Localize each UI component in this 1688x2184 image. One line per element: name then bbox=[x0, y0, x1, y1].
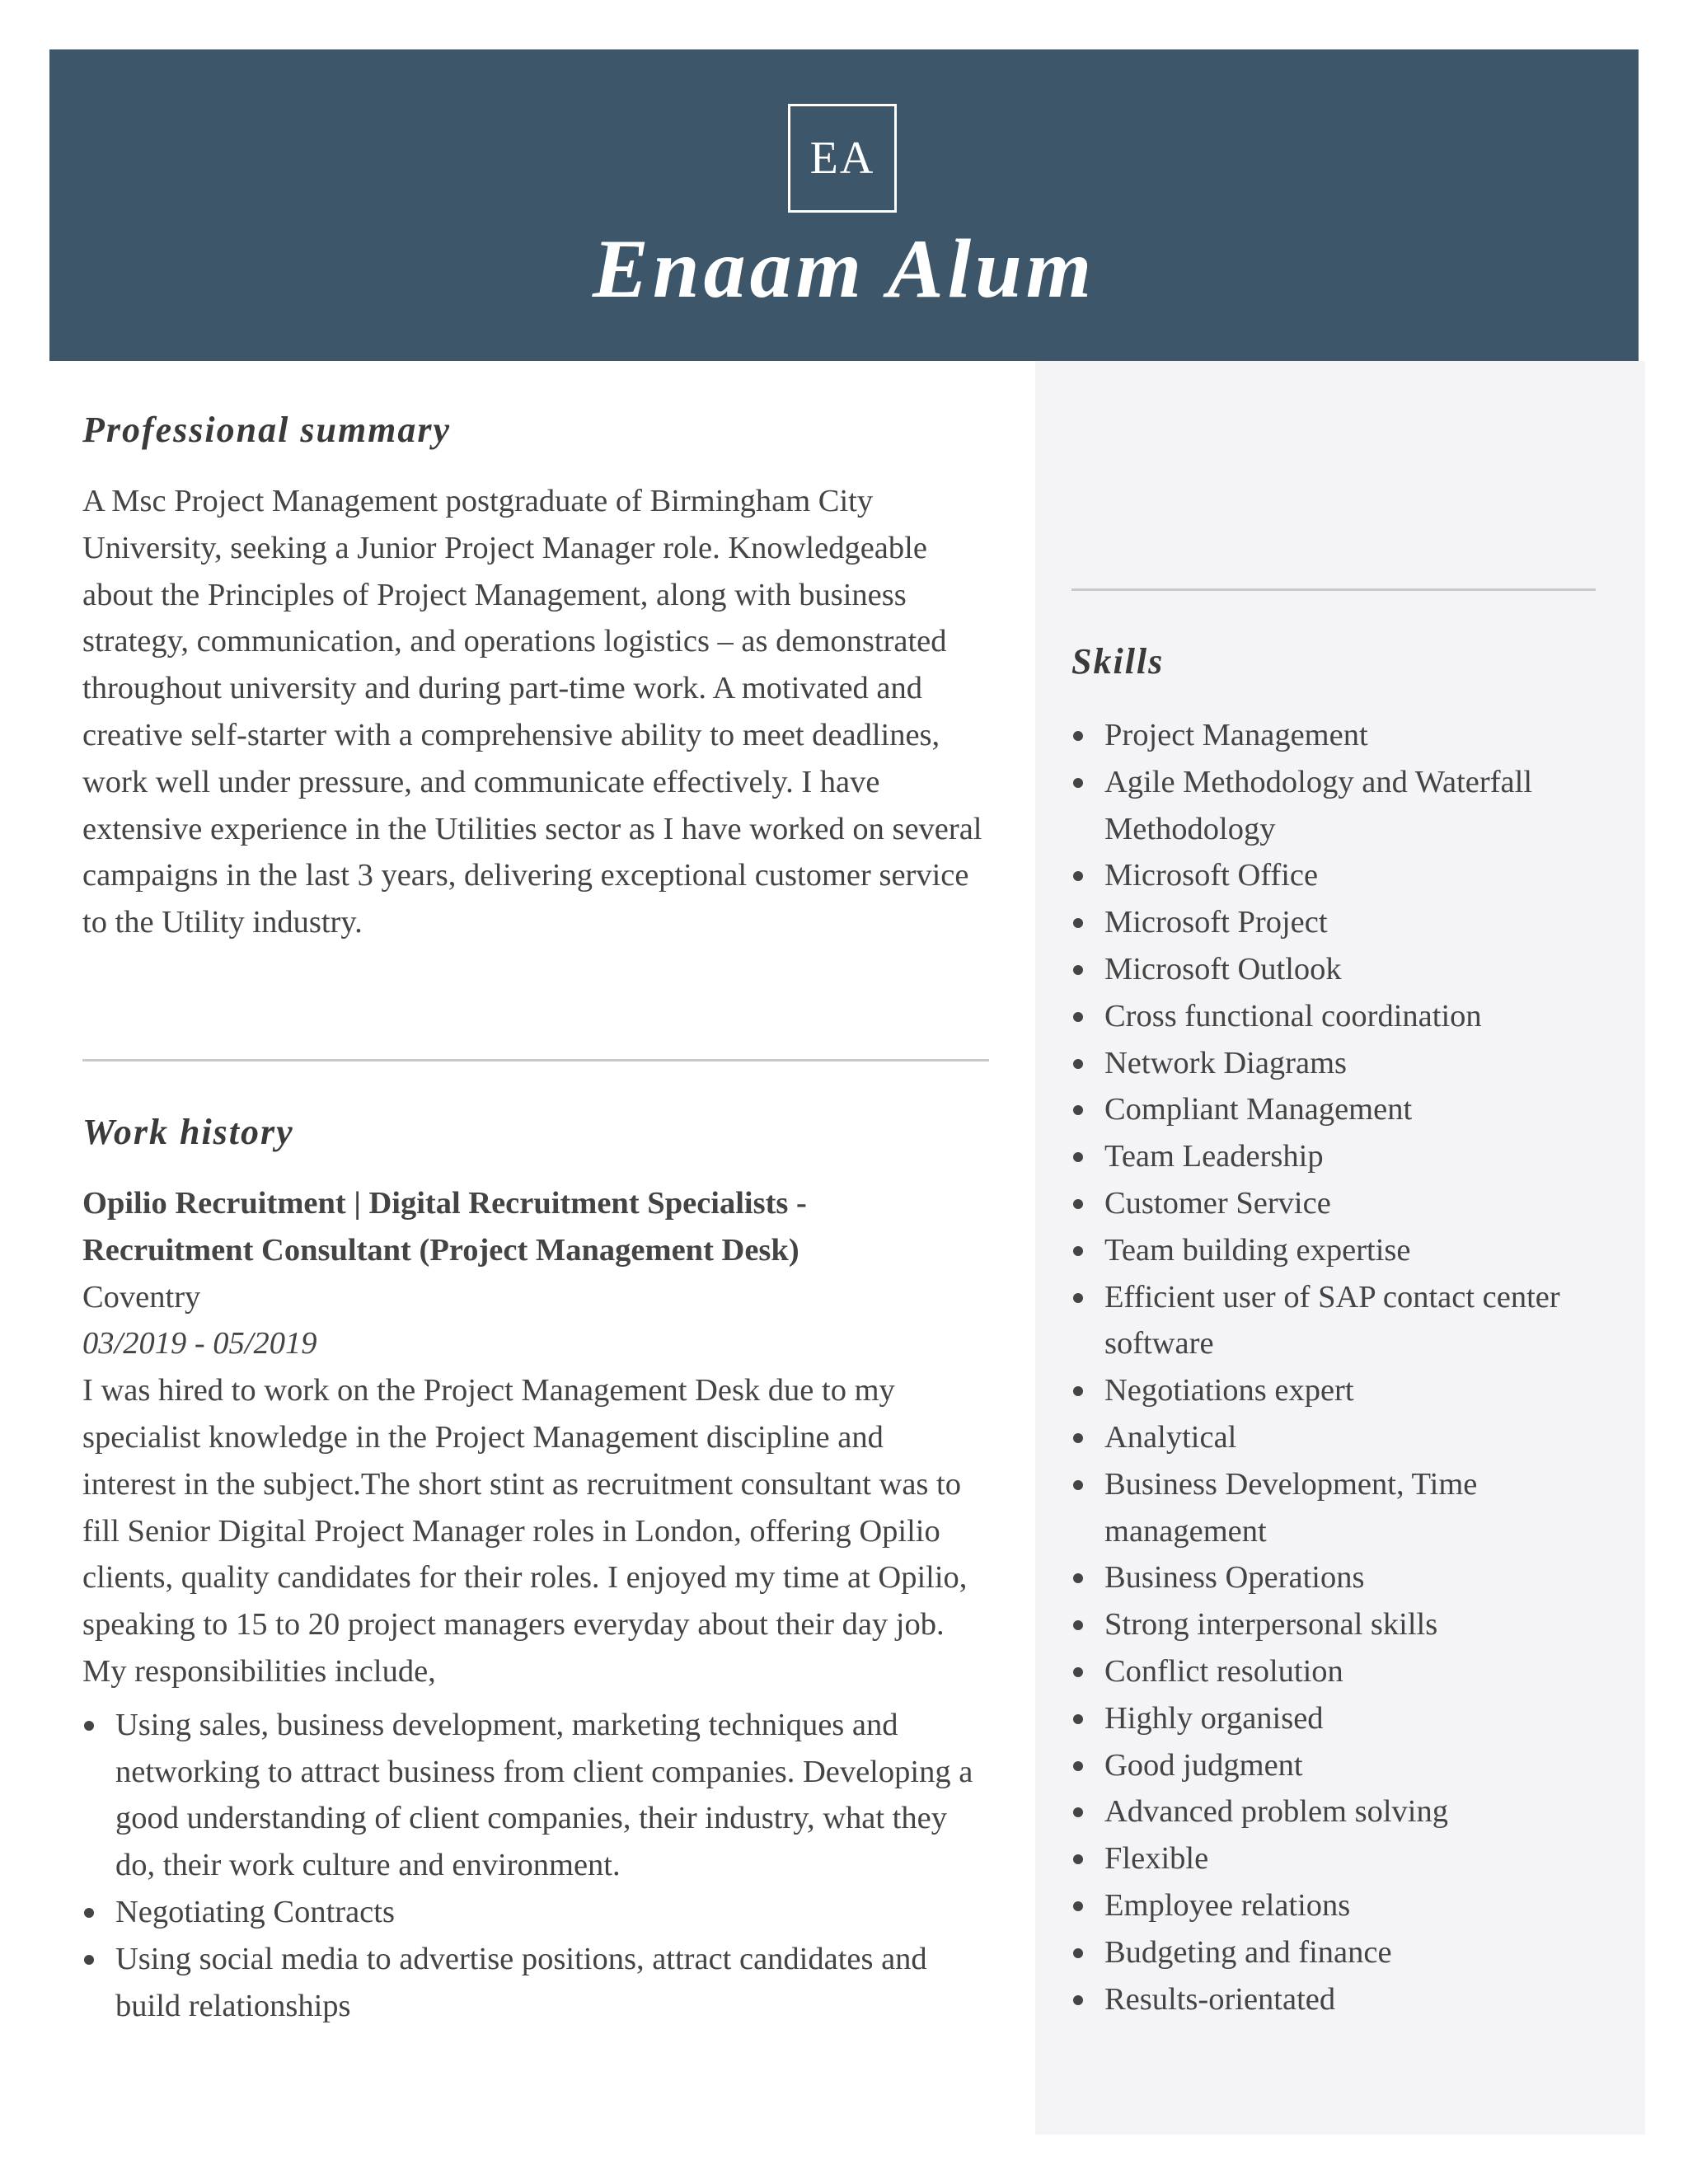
skill-item: Efficient user of SAP contact center software bbox=[1071, 1274, 1566, 1368]
skill-item: Budgeting and finance bbox=[1071, 1929, 1566, 1976]
summary-text: A Msc Project Management postgraduate of Birmingham City University, seeking a Junior Project Manager role. Knowledgeable about the Principles of Project Management, along with business strategy, communication, and operations logistics – as demonstrated throughout university and during part-time work. A motivated and creative self-starter with a comprehensive ability to meet deadlines, work well under pressure, and communicate effectively. I have extensive experience in the Utilities sector as I have worked on several campaigns in the last 3 years, delivering exceptional customer service to the Utility industry. bbox=[82, 484, 982, 940]
list-item: Negotiating Contracts bbox=[82, 1889, 989, 1936]
work-history-heading: Work history bbox=[82, 1112, 294, 1152]
section-divider bbox=[82, 1059, 989, 1062]
skill-item: Highly organised bbox=[1071, 1695, 1566, 1742]
skills-heading: Skills bbox=[1071, 641, 1165, 682]
skill-item: Advanced problem solving bbox=[1071, 1788, 1566, 1835]
skill-item: Compliant Management bbox=[1071, 1086, 1566, 1133]
skill-item: Team building expertise bbox=[1071, 1227, 1566, 1274]
skill-item: Team Leadership bbox=[1071, 1133, 1566, 1180]
monogram-badge: EA bbox=[788, 104, 897, 213]
sidebar-divider bbox=[1071, 588, 1596, 591]
skill-item: Microsoft Project bbox=[1071, 899, 1566, 946]
skill-item: Business Development, Time management bbox=[1071, 1461, 1566, 1555]
list-item: Using social media to advertise positions, attract candidates and build relationships bbox=[82, 1936, 989, 2030]
skill-item: Microsoft Outlook bbox=[1071, 946, 1566, 993]
skill-item: Negotiations expert bbox=[1071, 1367, 1566, 1414]
skill-item: Employee relations bbox=[1071, 1882, 1566, 1929]
skill-item: Business Operations bbox=[1071, 1554, 1566, 1601]
job-dates: 03/2019 - 05/2019 bbox=[82, 1326, 317, 1361]
skill-item: Good judgment bbox=[1071, 1742, 1566, 1789]
skill-item: Agile Methodology and Waterfall Methodology bbox=[1071, 759, 1566, 853]
skills-list bbox=[1071, 712, 1566, 2022]
skill-item: Conflict resolution bbox=[1071, 1648, 1566, 1695]
skill-item: Cross functional coordination bbox=[1071, 993, 1566, 1040]
job-description: I was hired to work on the Project Management Desk due to my specialist knowledge in the Project Management discipline and interest in the subject.The short stint as recruitment consultant was to fill Senior Digital Project Manager roles in London, offering Opilio clients, quality candidates for their roles. I enjoyed my time at Opilio, speaking to 15 to 20 project managers everyday about their day job. My responsibilities include, bbox=[82, 1373, 968, 1689]
skill-item: Results-orientated bbox=[1071, 1976, 1566, 2023]
candidate-name: Enaam Alum bbox=[592, 223, 1096, 316]
list-item: Using sales, business development, marketing techniques and networking to attract business from client companies. Developing a good understanding of client companies, their industry, what they do, their work culture and environment. bbox=[82, 1702, 989, 1889]
summary-heading: Professional summary bbox=[82, 410, 452, 450]
skill-item: Project Management bbox=[1071, 712, 1566, 759]
job-entry bbox=[82, 1180, 989, 2029]
skill-item: Strong interpersonal skills bbox=[1071, 1601, 1566, 1648]
job-location: Coventry bbox=[82, 1279, 201, 1315]
skill-item: Customer Service bbox=[1071, 1180, 1566, 1227]
skill-item: Network Diagrams bbox=[1071, 1040, 1566, 1087]
job-title: Opilio Recruitment | Digital Recruitment Specialists - Recruitment Consultant (Project Management Desk) bbox=[82, 1186, 807, 1268]
skill-item: Microsoft Office bbox=[1071, 852, 1566, 899]
job-responsibilities-list bbox=[82, 1702, 989, 2030]
skill-item: Flexible bbox=[1071, 1835, 1566, 1882]
skill-item: Analytical bbox=[1071, 1414, 1566, 1461]
